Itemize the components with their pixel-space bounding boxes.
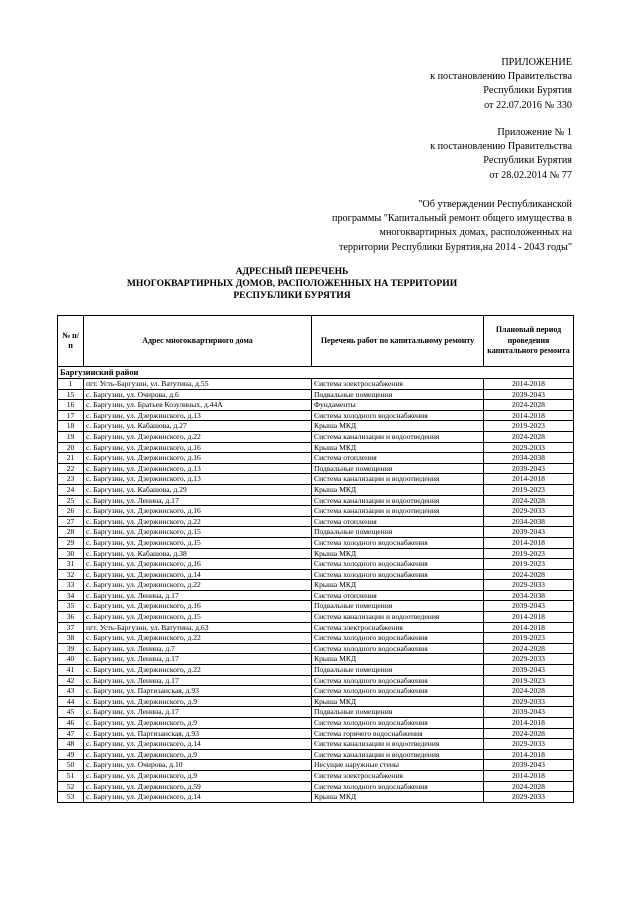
row-works: Система отопления [312, 453, 484, 464]
row-number: 53 [58, 792, 84, 803]
row-period: 2029-2033 [484, 580, 574, 591]
row-number: 28 [58, 527, 84, 538]
row-period: 2014-2018 [484, 718, 574, 729]
appendix-1-line: к постановлению Правительства [430, 141, 572, 153]
table-row [58, 580, 574, 591]
row-number: 24 [58, 484, 84, 495]
row-works: Крыша МКД [312, 548, 484, 559]
row-number: 37 [58, 622, 84, 633]
header-works: Перечень работ по капитальному ремонту [312, 316, 484, 367]
row-address: с. Баргузин, ул. Дзержинского, д.15 [84, 527, 312, 538]
row-period: 2029-2033 [484, 792, 574, 803]
table-row [58, 484, 574, 495]
row-period: 2039-2043 [484, 389, 574, 400]
row-period: 2014-2018 [484, 749, 574, 760]
row-works: Система холодного водоснабжения [312, 675, 484, 686]
table-row [58, 590, 574, 601]
program-line: программы "Капитальный ремонт общего имущества в [332, 213, 572, 225]
row-address: с. Баргузин, ул. Дзержинского, д.14 [84, 792, 312, 803]
row-works: Система холодного водоснабжения [312, 537, 484, 548]
row-address: с. Баргузин, ул. Дзержинского, д.13 [84, 410, 312, 421]
row-address: с. Баргузин, ул. Дзержинского, д.22 [84, 516, 312, 527]
row-number: 39 [58, 643, 84, 654]
row-address: с. Баргузин, ул. Братьев Козулиных, д.44А [84, 400, 312, 411]
row-number: 49 [58, 749, 84, 760]
row-number: 1 [58, 379, 84, 390]
table-row [58, 453, 574, 464]
section-title: Баргузинский район [58, 367, 574, 379]
appendix-line: Республики Бурятия [483, 85, 572, 97]
row-number: 25 [58, 495, 84, 506]
row-address: с. Баргузин, ул. Дзержинского, д.15 [84, 537, 312, 548]
row-number: 21 [58, 453, 84, 464]
table-row [58, 601, 574, 612]
row-period: 2014-2018 [484, 770, 574, 781]
row-address: с. Баргузин, ул. Ленина, д.17 [84, 707, 312, 718]
header-address: Адрес многоквартирного дома [84, 316, 312, 367]
row-works: Подвальные помещения [312, 527, 484, 538]
table-row [58, 792, 574, 803]
row-period: 2019-2023 [484, 548, 574, 559]
row-number: 18 [58, 421, 84, 432]
row-works: Крыша МКД [312, 442, 484, 453]
row-works: Система канализации и водоотведения [312, 749, 484, 760]
table-row [58, 410, 574, 421]
row-period: 2034-2038 [484, 590, 574, 601]
row-period: 2014-2018 [484, 612, 574, 623]
program-line: "Об утверждении Республиканской [418, 199, 572, 210]
row-address: пгт. Усть-Баргузин, ул. Ватутина, д.63 [84, 622, 312, 633]
row-period: 2024-2028 [484, 569, 574, 580]
table-row [58, 527, 574, 538]
row-period: 2039-2043 [484, 707, 574, 718]
table-row [58, 431, 574, 442]
table-row [58, 654, 574, 665]
row-period: 2019-2023 [484, 675, 574, 686]
table-row [58, 389, 574, 400]
row-address: с. Баргузин, ул. Дзержинского, д.22 [84, 665, 312, 676]
table-row [58, 569, 574, 580]
row-period: 2019-2023 [484, 484, 574, 495]
row-period: 2029-2033 [484, 442, 574, 453]
row-period: 2039-2043 [484, 527, 574, 538]
row-address: с. Баргузин, ул. Партизанская, д.93 [84, 728, 312, 739]
table-row [58, 675, 574, 686]
row-address: с. Баргузин, ул. Дзержинского, д.14 [84, 739, 312, 750]
row-works: Крыша МКД [312, 580, 484, 591]
row-works: Подвальные помещения [312, 389, 484, 400]
table-row [58, 506, 574, 517]
row-works: Подвальные помещения [312, 463, 484, 474]
row-period: 2039-2043 [484, 665, 574, 676]
table-row [58, 400, 574, 411]
row-address: с. Баргузин, ул. Очирова, д.10 [84, 760, 312, 771]
row-address: с. Баргузин, ул. Ленина, д.7 [84, 643, 312, 654]
row-period: 2039-2043 [484, 760, 574, 771]
row-number: 50 [58, 760, 84, 771]
table-row [58, 760, 574, 771]
table-row [58, 718, 574, 729]
row-period: 2024-2028 [484, 495, 574, 506]
header-num: № п/п [58, 316, 84, 367]
row-address: с. Баргузин, ул. Дзержинского, д.14 [84, 569, 312, 580]
row-address: с. Баргузин, ул. Дзержинского, д.9 [84, 696, 312, 707]
row-period: 2024-2028 [484, 400, 574, 411]
table-row [58, 622, 574, 633]
row-address: с. Баргузин, ул. Кабашова, д.38 [84, 548, 312, 559]
row-works: Крыша МКД [312, 484, 484, 495]
table-row [58, 770, 574, 781]
appendix-title: ПРИЛОЖЕНИЕ [501, 57, 572, 68]
row-period: 2014-2018 [484, 537, 574, 548]
appendix-block [430, 56, 572, 113]
row-address: с. Баргузин, ул. Дзержинского, д.22 [84, 431, 312, 442]
row-number: 41 [58, 665, 84, 676]
appendix-1-line: от 28.02.2014 № 77 [489, 169, 572, 181]
row-works: Система электроснабжения [312, 770, 484, 781]
row-number: 44 [58, 696, 84, 707]
row-works: Система электроснабжения [312, 622, 484, 633]
row-number: 43 [58, 686, 84, 697]
row-address: с. Баргузин, ул. Ленина, д.17 [84, 675, 312, 686]
row-works: Система холодного водоснабжения [312, 643, 484, 654]
table-row [58, 728, 574, 739]
row-period: 2034-2038 [484, 453, 574, 464]
table-row [58, 643, 574, 654]
row-address: с. Баргузин, ул. Дзержинского, д.9 [84, 718, 312, 729]
row-works: Несущие наружные стены [312, 760, 484, 771]
row-works: Фундаменты [312, 400, 484, 411]
appendix-1-title: Приложение № 1 [497, 127, 572, 138]
row-address: с. Баргузин, ул. Дзержинского, д.13 [84, 463, 312, 474]
row-period: 2014-2018 [484, 379, 574, 390]
program-block [332, 198, 572, 255]
program-line: многоквартирных домах, расположенных на [379, 227, 572, 239]
row-works: Система электроснабжения [312, 379, 484, 390]
row-number: 32 [58, 569, 84, 580]
row-number: 27 [58, 516, 84, 527]
table-row [58, 379, 574, 390]
row-address: пгт. Усть-Баргузин, ул. Ватутина, д.55 [84, 379, 312, 390]
row-number: 23 [58, 474, 84, 485]
appendix-1-block [430, 126, 572, 183]
row-works: Система отопления [312, 590, 484, 601]
row-address: с. Баргузин, ул. Кабашова, д.29 [84, 484, 312, 495]
row-works: Система холодного водоснабжения [312, 410, 484, 421]
row-address: с. Баргузин, ул. Дзержинского, д.9 [84, 770, 312, 781]
row-address: с. Баргузин, ул. Очирова, д.6 [84, 389, 312, 400]
table-body [58, 367, 574, 803]
header-period: Плановый период проведения капитального ремонта [484, 316, 574, 367]
table-row [58, 739, 574, 750]
row-number: 29 [58, 537, 84, 548]
row-period: 2029-2033 [484, 696, 574, 707]
row-address: с. Баргузин, ул. Ленина, д.17 [84, 495, 312, 506]
row-number: 40 [58, 654, 84, 665]
row-address: с. Баргузин, ул. Дзержинского, д.22 [84, 580, 312, 591]
row-number: 42 [58, 675, 84, 686]
row-address: с. Баргузин, ул. Дзержинского, д.15 [84, 612, 312, 623]
row-works: Система холодного водоснабжения [312, 633, 484, 644]
row-works: Система канализации и водоотведения [312, 612, 484, 623]
title-line: РЕСПУБЛИКИ БУРЯТИЯ [233, 290, 351, 302]
table-row [58, 749, 574, 760]
table-row [58, 696, 574, 707]
appendix-line: от 22.07.2016 № 330 [484, 99, 572, 111]
row-number: 17 [58, 410, 84, 421]
row-period: 2029-2033 [484, 506, 574, 517]
row-address: с. Баргузин, ул. Дзержинского, д.59 [84, 781, 312, 792]
table-row [58, 421, 574, 432]
table-row [58, 495, 574, 506]
row-number: 30 [58, 548, 84, 559]
row-period: 2024-2028 [484, 643, 574, 654]
section-row [58, 367, 574, 379]
address-table [57, 315, 574, 803]
row-works: Подвальные помещения [312, 707, 484, 718]
table-row [58, 665, 574, 676]
row-works: Подвальные помещения [312, 665, 484, 676]
row-period: 2029-2033 [484, 739, 574, 750]
row-works: Система канализации и водоотведения [312, 495, 484, 506]
row-period: 2014-2018 [484, 622, 574, 633]
table-row [58, 442, 574, 453]
row-works: Система холодного водоснабжения [312, 686, 484, 697]
appendix-line: к постановлению Правительства [430, 71, 572, 83]
row-works: Подвальные помещения [312, 601, 484, 612]
row-works: Крыша МКД [312, 421, 484, 432]
row-period: 2014-2018 [484, 474, 574, 485]
row-works: Система холодного водоснабжения [312, 569, 484, 580]
row-number: 52 [58, 781, 84, 792]
row-works: Система канализации и водоотведения [312, 474, 484, 485]
row-address: с. Баргузин, ул. Ленина, д.17 [84, 590, 312, 601]
row-address: с. Баргузин, ул. Дзержинского, д.16 [84, 559, 312, 570]
row-period: 2019-2023 [484, 633, 574, 644]
row-address: с. Баргузин, ул. Дзержинского, д.16 [84, 442, 312, 453]
row-works: Крыша МКД [312, 654, 484, 665]
row-number: 33 [58, 580, 84, 591]
document-title [57, 266, 527, 303]
row-address: с. Баргузин, ул. Дзержинского, д.9 [84, 749, 312, 760]
title-line: МНОГОКВАРТИРНЫХ ДОМОВ, РАСПОЛОЖЕННЫХ НА ТЕРРИТОРИИ [126, 278, 458, 290]
row-period: 2014-2018 [484, 410, 574, 421]
row-works: Крыша МКД [312, 696, 484, 707]
row-number: 47 [58, 728, 84, 739]
row-works: Система горячего водоснабжения [312, 728, 484, 739]
row-number: 16 [58, 400, 84, 411]
row-number: 48 [58, 739, 84, 750]
table-row [58, 559, 574, 570]
row-works: Система канализации и водоотведения [312, 506, 484, 517]
row-address: с. Баргузин, ул. Партизанская, д.93 [84, 686, 312, 697]
table-row [58, 781, 574, 792]
title-line: АДРЕСНЫЙ ПЕРЕЧЕНЬ [235, 266, 349, 277]
table-row [58, 707, 574, 718]
row-period: 2024-2028 [484, 431, 574, 442]
row-address: с. Баргузин, ул. Дзержинского, д.16 [84, 506, 312, 517]
row-number: 38 [58, 633, 84, 644]
row-period: 2019-2023 [484, 559, 574, 570]
row-number: 20 [58, 442, 84, 453]
row-address: с. Баргузин, ул. Ленина, д.17 [84, 654, 312, 665]
row-address: с. Баргузин, ул. Дзержинского, д.22 [84, 633, 312, 644]
row-period: 2024-2028 [484, 781, 574, 792]
table-row [58, 548, 574, 559]
row-works: Система холодного водоснабжения [312, 559, 484, 570]
appendix-1-line: Республики Бурятия [483, 155, 572, 167]
table-row [58, 612, 574, 623]
row-address: с. Баргузин, ул. Дзержинского, д.16 [84, 453, 312, 464]
row-works: Система отопления [312, 516, 484, 527]
row-works: Крыша МКД [312, 792, 484, 803]
table-row [58, 686, 574, 697]
row-number: 31 [58, 559, 84, 570]
table-row [58, 463, 574, 474]
row-works: Система холодного водоснабжения [312, 718, 484, 729]
row-number: 51 [58, 770, 84, 781]
row-number: 22 [58, 463, 84, 474]
row-works: Система канализации и водоотведения [312, 739, 484, 750]
row-period: 2034-2038 [484, 516, 574, 527]
row-address: с. Баргузин, ул. Кабашова, д.27 [84, 421, 312, 432]
row-number: 46 [58, 718, 84, 729]
table-row [58, 516, 574, 527]
row-period: 2024-2028 [484, 728, 574, 739]
row-period: 2039-2043 [484, 463, 574, 474]
table-header-row [58, 316, 574, 367]
row-period: 2029-2033 [484, 654, 574, 665]
program-line: территории Республики Бурятия,на 2014 - 2043 годы" [338, 241, 572, 253]
row-period: 2024-2028 [484, 686, 574, 697]
row-number: 45 [58, 707, 84, 718]
row-number: 26 [58, 506, 84, 517]
row-period: 2019-2023 [484, 421, 574, 432]
table-row [58, 474, 574, 485]
row-number: 15 [58, 389, 84, 400]
row-number: 35 [58, 601, 84, 612]
row-period: 2039-2043 [484, 601, 574, 612]
row-number: 19 [58, 431, 84, 442]
row-address: с. Баргузин, ул. Дзержинского, д.13 [84, 474, 312, 485]
table-row [58, 633, 574, 644]
row-address: с. Баргузин, ул. Дзержинского, д.16 [84, 601, 312, 612]
row-number: 34 [58, 590, 84, 601]
row-works: Система холодного водоснабжения [312, 781, 484, 792]
row-number: 36 [58, 612, 84, 623]
table-row [58, 537, 574, 548]
row-works: Система канализации и водоотведения [312, 431, 484, 442]
